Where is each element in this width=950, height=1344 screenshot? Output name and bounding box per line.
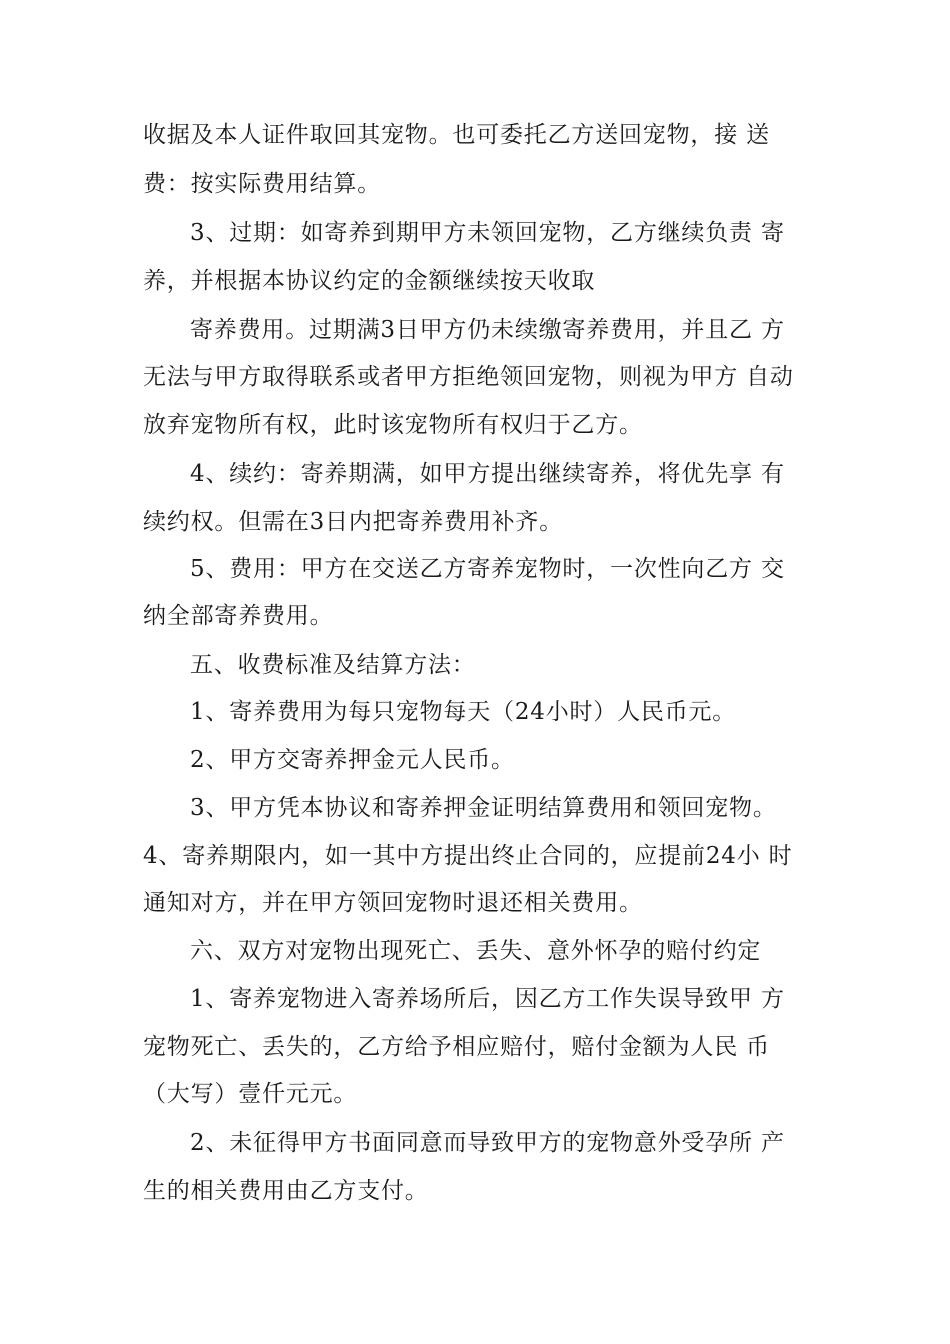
text-line: 通知对方，并在甲方领回宠物时退还相关费用。 (143, 890, 643, 916)
text-line: 放弃宠物所有权，此时该宠物所有权归于乙方。 (143, 412, 643, 438)
text-line: 4、续约：寄养期满，如甲方提出继续寄养，将优先享 有 (190, 461, 785, 487)
text-line: 3、甲方凭本协议和寄养押金证明结算费用和领回宠物。 (190, 795, 777, 821)
section-heading: 六、双方对宠物出现死亡、丢失、意外怀孕的赔付约定 (190, 938, 762, 964)
text-line: 养，并根据本协议约定的金额继续按天收取 (143, 268, 596, 294)
text-line: 收据及本人证件取回其宠物。也可委托乙方送回宠物，接 送 (143, 122, 770, 148)
text-line: 无法与甲方取得联系或者甲方拒绝领回宠物，则视为甲方 自动 (143, 364, 794, 390)
text-line: 续约权。但需在3日内把寄养费用补齐。 (143, 509, 564, 535)
text-line: 生的相关费用由乙方支付。 (143, 1178, 429, 1204)
text-line: 寄养费用。过期满3日甲方仍未续缴寄养费用，并且乙 方 (190, 317, 785, 343)
text-line: 4、寄养期限内，如一其中方提出终止合同的，应提前24小 时 (143, 843, 793, 869)
text-line: 1、寄养费用为每只宠物每天（24小时）人民币元。 (190, 699, 737, 725)
section-heading: 五、收费标准及结算方法： (190, 652, 476, 678)
text-line: 1、寄养宠物进入寄养场所后，因乙方工作失误导致甲 方 (190, 986, 785, 1012)
text-line: 2、甲方交寄养押金元人民币。 (190, 747, 515, 773)
text-line: 费：按实际费用结算。 (143, 171, 381, 197)
text-line: 纳全部寄养费用。 (143, 603, 334, 629)
text-line: 2、未征得甲方书面同意而导致甲方的宠物意外受孕所 产 (190, 1130, 785, 1156)
text-line: 3、过期：如寄养到期甲方未领回宠物，乙方继续负责 寄 (190, 220, 785, 246)
text-line: 5、费用：甲方在交送乙方寄养宠物时，一次性向乙方 交 (190, 556, 785, 582)
text-line: （大写）壹仟元元。 (143, 1081, 358, 1107)
text-line: 宠物死亡、丢失的，乙方给予相应赔付，赔付金额为人民 币 (143, 1034, 770, 1060)
